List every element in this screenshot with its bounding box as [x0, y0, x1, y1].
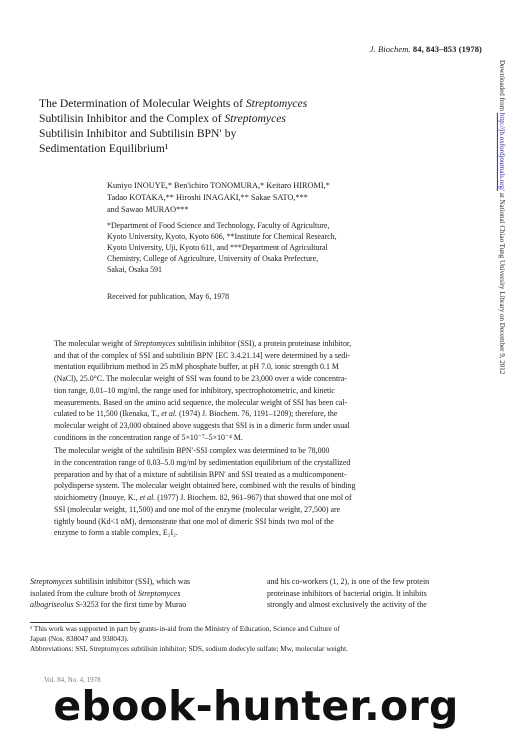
abstract-line: conditions in the concentration range of 5×10⁻⁷–5×10⁻⁴ M.	[54, 432, 243, 442]
abstract-paragraph-1	[54, 338, 474, 443]
abstract-line: culated to be 11,500 (Ikenaka, T., et al. (1974) J. Biochem. 76, 1191–1209); therefore, the	[54, 409, 338, 419]
abstract-line: The molecular weight of the subtilisin BPN′-SSI complex was determined to be 78,000	[54, 446, 330, 456]
footnote-line: ¹ This work was supported in part by grants-in-aid from the Ministry of Education, Science and Culture of	[30, 624, 340, 633]
affiliations	[107, 220, 407, 275]
affiliation-line: Chemistry, College of Agriculture, University of Osaka Prefecture,	[107, 254, 319, 264]
affiliation-line: Kyoto University, Kyoto, Kyoto 606, **Institute for Chemical Research,	[107, 232, 337, 242]
footnotes	[30, 624, 490, 653]
author-line: and Sawao MURAO***	[107, 205, 189, 214]
title-line: Sedimentation Equilibrium¹	[39, 142, 169, 155]
download-side-note: Downloaded from http://jb.oxfordjournals.org/ at National Chiao Tung University Library on December 9, 2012	[498, 60, 506, 375]
abstract-paragraph-2	[54, 445, 474, 539]
author-list	[107, 180, 407, 216]
abstract-line: stoichiometry (Inouye, K., et al. (1977) J. Biochem. 82, 961–967) that showed that one mol of	[54, 493, 352, 503]
body-line: and his co-workers (1, 2), is one of the few protein	[267, 577, 430, 586]
footnote-line: Japan (Nos. 838047 and 938043).	[30, 633, 129, 643]
abstract-line: preparation and by that of a mixture of subtilisin BPN′ and SSI treated as a multicomponent-	[54, 469, 347, 479]
body-line: albogriseolus S-3253 for the first time by Murao	[30, 600, 187, 610]
abstract	[54, 338, 474, 539]
body-line: proteinase inhibitors of bacterial origin. It inhibits	[267, 588, 427, 598]
journal-header	[370, 44, 482, 54]
author-line: Kuniyo INOUYE,* Ben'ichiro TONOMURA,* Keitaro HIROMI,*	[107, 181, 330, 190]
title-line: Subtilisin Inhibitor and Subtilisin BPN′ by	[39, 127, 237, 140]
abstract-line: measurements. Based on the amino acid sequence, the molecular weight of SSI has been cal-	[54, 397, 348, 407]
affiliation-line: Kyoto University, Uji, Kyoto 611, and ***Department of Agricultural	[107, 243, 328, 253]
title-line: The Determination of Molecular Weights of Streptomyces	[39, 97, 308, 110]
abstract-line: in the concentration range of 0.03–5.0 mg/ml by sedimentation equilibrium of the crystallized	[54, 458, 351, 468]
page-footer: Vol. 84, No. 4, 1978	[44, 676, 101, 684]
body-column-right	[267, 576, 472, 611]
body-line: strongly and almost exclusively the activity of the	[267, 600, 427, 610]
abstract-line: (NaCl), 25.0°C. The molecular weight of SSI was found to be 23,000 over a wide concentra-	[54, 374, 347, 384]
affiliation-line: *Department of Food Science and Technology, Faculty of Agriculture,	[107, 221, 330, 230]
body-line: Streptomyces subtilisin inhibitor (SSI), which was	[30, 577, 191, 586]
journal-citation: 84, 843–853 (1978)	[412, 44, 482, 54]
abstract-line: tion range, 0.01–10 mg/ml, the range used for inhibitory, spectrophotometric, and kinetic	[54, 385, 335, 395]
abstract-line: and that of the complex of SSI and subtilisin BPN′ [EC 3.4.21.14] were determined by a sedi-	[54, 350, 351, 360]
abstract-line: enzyme to form a stable complex, E₂I₂.	[54, 528, 178, 538]
watermark-text: ebook-hunter.org	[53, 682, 459, 730]
abstract-line: tightly bound (Kd<1 nM), demonstrate that one mol of dimeric SSI binds two mol of the	[54, 516, 334, 526]
abstract-line: The molecular weight of Streptomyces subtilisin inhibitor (SSI), a protein proteinase inhibitor,	[54, 339, 352, 348]
abstract-line: SSI (molecular weight, 11,500) and one mol of the enzyme (molecular weight, 27,500) are	[54, 504, 341, 514]
paper-title	[39, 96, 439, 156]
body-line: isolated from the culture broth of Streptomyces	[30, 588, 181, 598]
affiliation-line: Sakai, Osaka 591	[107, 265, 163, 275]
body-column-left	[30, 576, 235, 611]
received-date: Received for publication, May 6, 1978	[107, 292, 230, 301]
download-link[interactable]: http://jb.oxfordjournals.org/	[498, 112, 506, 191]
title-line: Subtilisin Inhibitor and the Complex of Streptomyces	[39, 112, 286, 125]
author-line: Tadao KOTAKA,** Hiroshi INAGAKI,** Sakae SATO,***	[107, 193, 308, 202]
footnote-rule	[30, 622, 140, 623]
abstract-line: polydisperse system. The molecular weight obtained here, combined with the results of binding	[54, 481, 356, 491]
abstract-line: molecular weight of 23,000 obtained above suggests that SSI is in a dimeric form under usual	[54, 420, 350, 430]
footnote-line: Abbreviations: SSI, Streptomyces subtilisin inhibitor; SDS, sodium dodecyle sulfate; Mw, molecular weight.	[30, 643, 348, 653]
journal-name: J. Biochem.	[369, 44, 411, 54]
abstract-line: mentation equilibrium method in 25 mM phosphate buffer, at pH 7.0, ionic strength 0.1 M	[54, 362, 339, 372]
